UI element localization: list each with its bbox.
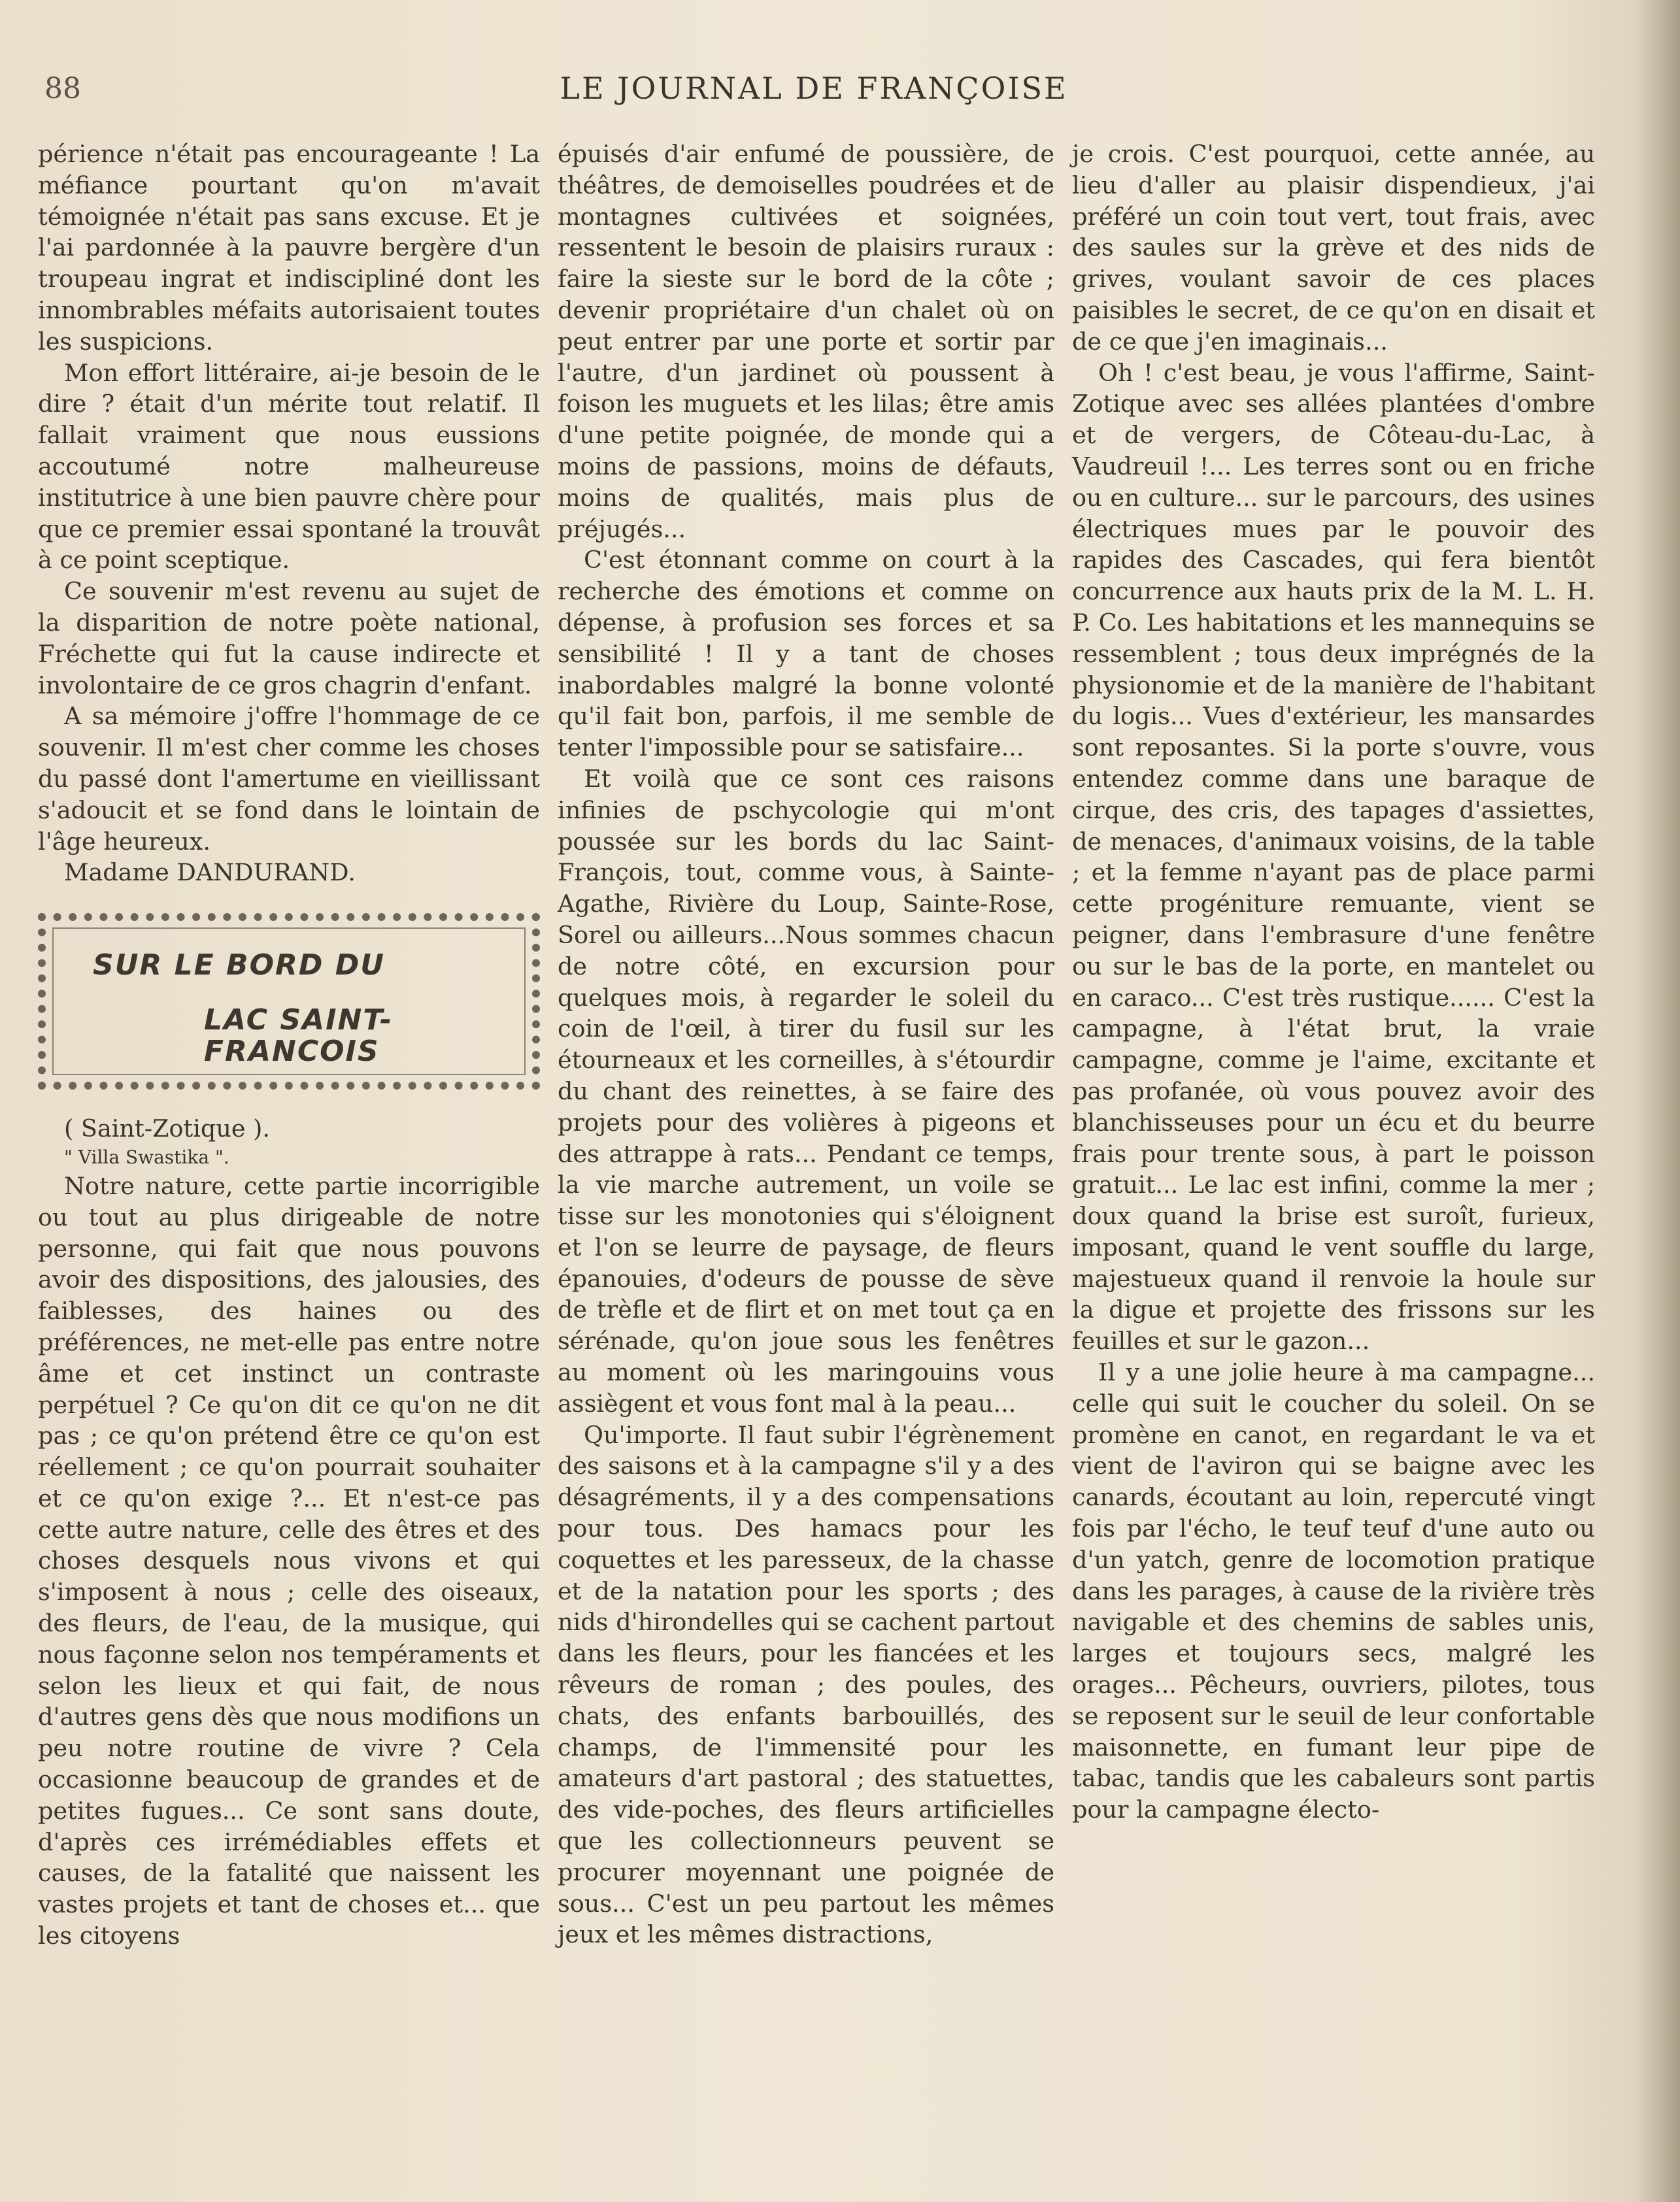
- article-villa: " Villa Swastika ".: [64, 1146, 229, 1168]
- page-number: 88: [44, 72, 81, 105]
- paragraph: épuisés d'air enfumé de poussière, de théâtres, de demoiselles poudrées et de montagnes cultivées et soignées, ressentent le besoin de plaisirs ruraux : faire la sieste sur le bord de la côte ; devenir propriétaire d'un chalet où on peut entrer par une porte et sortir par l'autre, d'un jardinet où poussent à foison les muguets et les lilas; être amis d'une petite poignée, de monde qui a moins de passions, moins de défauts, moins de qualités, mais plus de préjugés...: [558, 140, 1054, 543]
- article-location: ( Saint-Zotique ).: [64, 1114, 271, 1143]
- paragraph: Oh ! c'est beau, je vous l'affirme, Saint-Zotique avec ses allées plantées d'ombre et de vergers, de Côteau-du-Lac, à Vaudreuil !... Les terres sont ou en friche ou en culture... sur le parcours, des usines électriques mues par le pouvoir des rapides des Cascades, qui fera bientôt concurrence aux hauts prix de la M. L. H. P. Co. Les habitations et les mannequins se ressemblent ; tous deux imprégnés de la physionomie et de la manière de l'habitant du logis... Vues d'extérieur, les mansardes sont reposantes. Si la porte s'ouvre, vous entendez comme dans une baraque de cirque, des cris, des tapages d'assiettes, de menaces, d'animaux voisins, de la table ; et la femme n'ayant pas de place parmi cette progéniture remuante, vient se peigner, dans l'embrasure d'une fenêtre ou sur le bas de la porte, en mantelet ou en caraco... C'est très rustique...... C'est la campagne, à l'état brut, la vraie campagne, comme je l'aime, excitante et pas profanée, où vous pouvez avoir des blanchisseuses pour un écu et du beurre frais pour trente sous, à part le poisson gratuit... Le lac est infini, comme la mer ; doux quand la brise est suroît, furieux, imposant, quand le vent souffle du large, majestueux quand il renvoie la houle sur la digue et projette des frissons sur les feuilles et sur le gazon...: [1072, 358, 1595, 1356]
- paragraph: Mon effort littéraire, ai-je besoin de le dire ? était d'un mérite tout relatif. Il fallait vraiment que nous eussions accoutumé notre malheureuse institutrice à une bien pauvre chère pour que ce premier essai spontané la trouvât à ce point sceptique.: [38, 358, 540, 575]
- paragraph: A sa mémoire j'offre l'hommage de ce souvenir. Il m'est cher comme les choses du passé dont l'amertume en vieillissant s'adoucit et se fond dans le lointain de l'âge heureux.: [38, 702, 540, 856]
- column-2: [558, 139, 1054, 1950]
- running-head-title: LE JOURNAL DE FRANÇOISE: [560, 71, 1068, 106]
- paragraph: Ce souvenir m'est revenu au sujet de la disparition de notre poète national, Fréchette qui fut la cause indirecte et involontaire de ce gros chagrin d'enfant.: [38, 577, 540, 699]
- signature: Madame DANDURAND.: [64, 858, 356, 887]
- paragraph: C'est étonnant comme on court à la recherche des émotions et comme on dépense, à profusion ses forces et sa sensibilité ! Il y a tant de choses inabordables malgré la bonne volonté qu'il fait bon, parfois, il me semble de tenter l'impossible pour se satisfaire...: [558, 546, 1054, 762]
- paragraph: périence n'était pas encourageante ! La méfiance pourtant qu'on m'avait témoignée n'était pas sans excuse. Et je l'ai pardonnée à la pauvre bergère d'un troupeau ingrat et indiscipliné dont les innombrables méfaits autorisaient toutes les suspicions.: [38, 140, 540, 356]
- article-title-box: [38, 913, 540, 1090]
- column-3: [1072, 139, 1595, 1826]
- paragraph: je crois. C'est pourquoi, cette année, au lieu d'aller au plaisir dispendieux, j'ai préféré un coin tout vert, tout frais, avec des saules sur la grève et des nids de grives, voulant savoir de ces places paisibles le secret, de ce qu'on en disait et de ce que j'en imaginais...: [1072, 140, 1595, 356]
- page-binding-shadow: [1634, 0, 1680, 2202]
- paragraph: Et voilà que ce sont ces raisons infinies de pschycologie qui m'ont poussée sur les bords du lac Saint-François, tout, comme vous, à Sainte-Agathe, Rivière du Loup, Sainte-Rose, Sorel ou ailleurs...Nous sommes chacun de notre côté, en excursion pour quelques mois, à regarder le soleil du coin de l'œil, à tirer du fusil sur les étourneaux et les corneilles, à s'étourdir du chant des reinettes, à se faire des projets pour des volières à pigeons et des attrappe à rats... Pendant ce temps, la vie marche autrement, un voile se tisse sur les monotonies qui s'éloignent et l'on se leurre de paysage, de fleurs épanouies, d'odeurs de pousse de sève de trèfle et de flirt et on met tout ça en sérénade, qu'on joue sous les fenêtres au moment où les maringouins vous assiègent et vous font mal à la peau...: [558, 764, 1054, 1418]
- column-1: [38, 139, 540, 1952]
- article-title-line-1: SUR LE BORD DU: [93, 948, 385, 982]
- article-title-line-2: LAC SAINT-FRANCOIS: [204, 1003, 394, 1068]
- paragraph: Qu'importe. Il faut subir l'égrènement des saisons et à la campagne s'il y a des désagréments, il y a des compensations pour tous. Des hamacs pour les coquettes et les paresseux, de la chasse et de la natation pour les sports ; des nids d'hirondelles qui se cachent partout dans les fleurs, pour les fiancées et les rêveurs de roman ; des poules, des chats, des enfants barbouillés, des champs, de l'immensité pour les amateurs d'art pastoral ; des statuettes, des vide-poches, des fleurs artificielles que les collectionneurs peuvent se procurer moyennant une poignée de sous... C'est un peu partout les mêmes jeux et les mêmes distractions,: [558, 1420, 1054, 1949]
- paragraph: Il y a une jolie heure à ma campagne... celle qui suit le coucher du soleil. On se promène en canot, en regardant le va et vient de l'aviron qui se baigne avec les canards, écoutant au loin, repercuté vingt fois par l'écho, le teuf teuf d'une auto ou d'un yatch, genre de locomotion pratique dans les parages, à cause de la rivière très navigable et des chemins de sables unis, larges et toujours secs, malgré les orages... Pêcheurs, ouvriers, pilotes, tous se reposent sur le seuil de leur confortable maisonnette, en fumant leur pipe de tabac, tandis que les cabaleurs sont partis pour la campagne électo-: [1072, 1358, 1595, 1824]
- paragraph: Notre nature, cette partie incorrigible ou tout au plus dirigeable de notre personne, qui fait que nous pouvons avoir des dispositions, des jalousies, des faiblesses, des haines ou des préférences, ne met-elle pas entre notre âme et cet instinct un contraste perpétuel ? Ce qu'on dit ce qu'on ne dit pas ; ce qu'on prétend être ce qu'on est réellement ; ce qu'on pourrait souhaiter et ce qu'on exige ?... Et n'est-ce pas cette autre nature, celle des êtres et des choses desquels nous vivons et qui s'imposent à nous ; celle des oiseaux, des fleurs, de l'eau, de la musique, qui nous façonne selon nos tempéraments et selon les lieux et qui fait, de nous d'autres gens dès que nous modifions un peu notre routine de vivre ? Cela occasionne beaucoup de grandes et de petites fugues... Ce sont sans doute, d'après ces irrémédiables effets et causes, de la fatalité que naissent les vastes projets et tant de choses et... que les citoyens: [38, 1171, 540, 1950]
